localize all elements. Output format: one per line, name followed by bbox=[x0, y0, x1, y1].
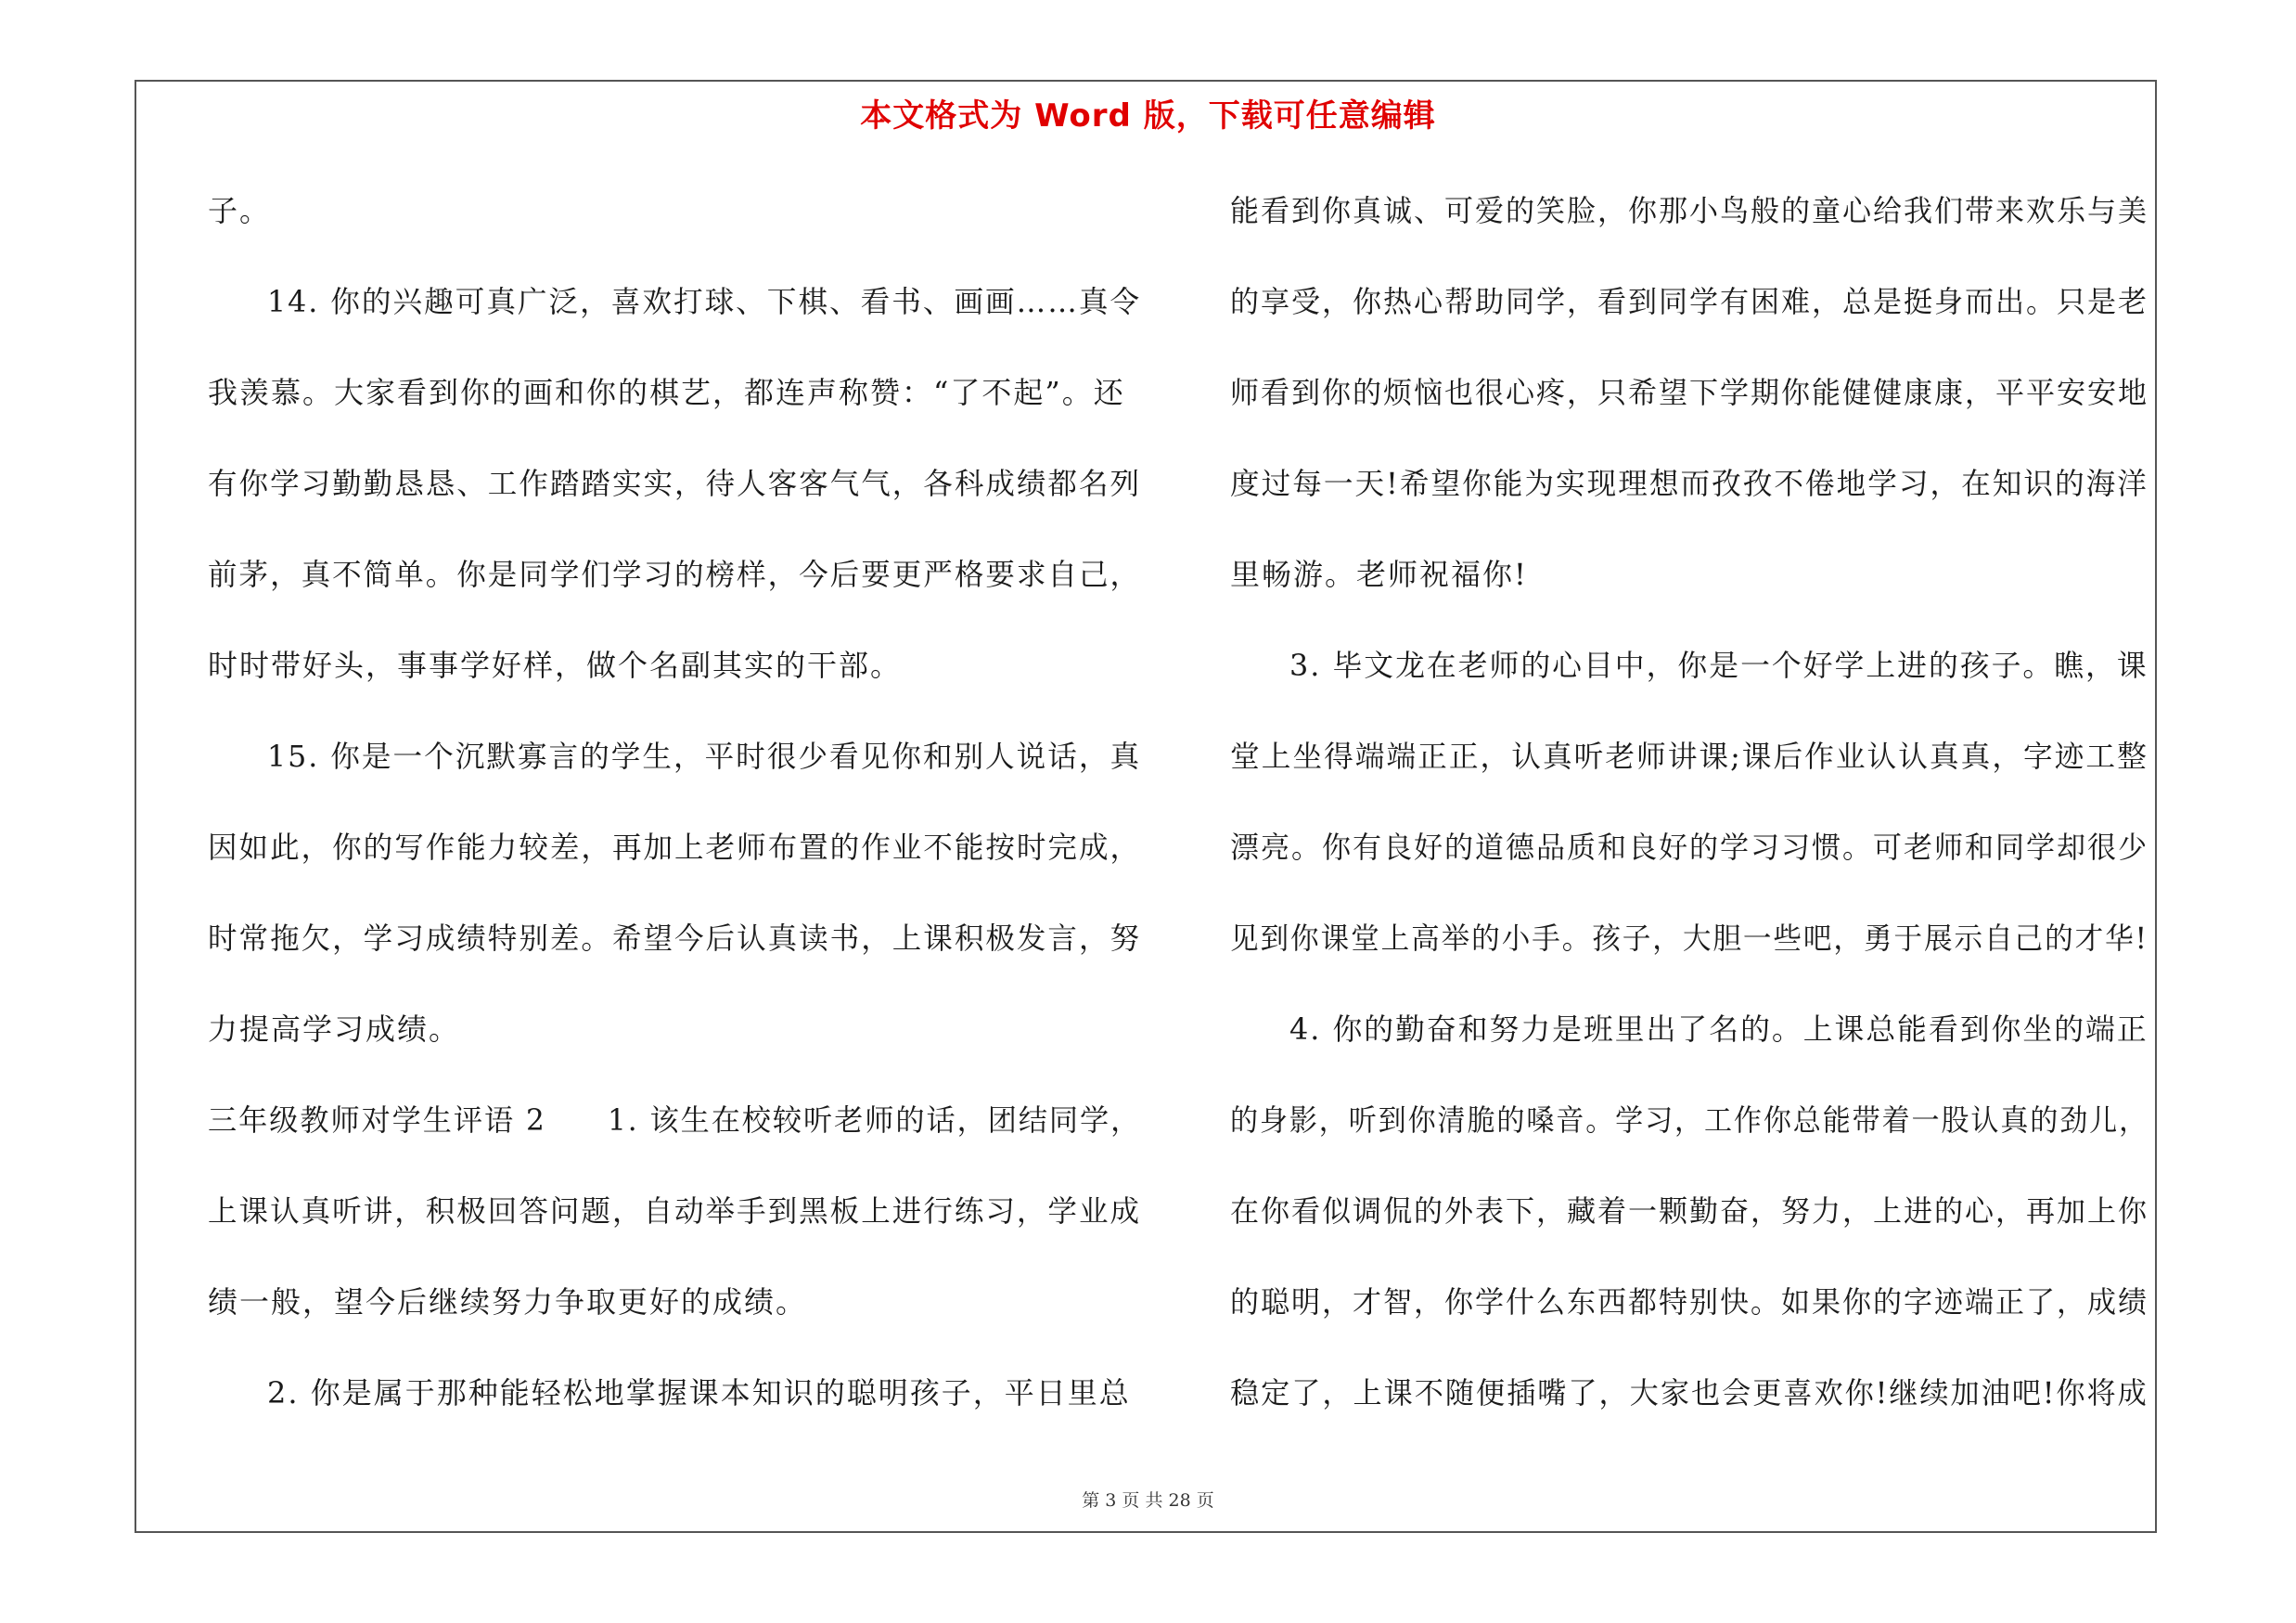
text-line: 师看到你的烦恼也很心疼，只希望下学期你能健健康康，平平安安地 bbox=[1230, 375, 2149, 410]
text-line: 的享受，你热心帮助同学，看到同学有困难，总是挺身而出。只是老 bbox=[1230, 284, 2149, 319]
text-line: 漂亮。你有良好的道德品质和良好的学习习惯。可老师和同学却很少 bbox=[1230, 830, 2149, 865]
page-number-footer: 第 3 页 共 28 页 bbox=[1082, 1490, 1214, 1511]
text-line: 因如此，你的写作能力较差，再加上老师布置的作业不能按时完成， bbox=[208, 830, 1142, 865]
text-line: 我羡慕。大家看到你的画和你的棋艺，都连声称赞：“了不起”。还 bbox=[208, 375, 1125, 410]
text-line: 上课认真听讲，积极回答问题，自动举手到黑板上进行练习，学业成 bbox=[208, 1193, 1142, 1229]
text-line: 有你学习勤勤恳恳、工作踏踏实实，待人客客气气，各科成绩都名列 bbox=[208, 466, 1142, 501]
text-line: 能看到你真诚、可爱的笑脸，你那小鸟般的童心给我们带来欢乐与美 bbox=[1230, 193, 2149, 228]
text-line: 时时带好头，事事学好样，做个名副其实的干部。 bbox=[208, 648, 903, 683]
text-line: 3. 毕文龙在老师的心目中，你是一个好学上进的孩子。瞧，课 bbox=[1289, 648, 2148, 683]
format-banner: 本文格式为 Word 版，下载可任意编辑 bbox=[860, 97, 1436, 135]
text-line: 4. 你的勤奋和努力是班里出了名的。上课总能看到你坐的端正 bbox=[1289, 1011, 2148, 1047]
text-line: 稳定了，上课不随便插嘴了，大家也会更喜欢你!继续加油吧!你将成 bbox=[1230, 1375, 2148, 1410]
text-line: 里畅游。老师祝福你! bbox=[1230, 557, 1528, 592]
section-heading-line: 三年级教师对学生评语 2 1. 该生在校较听老师的话，团结同学， bbox=[208, 1102, 1142, 1138]
text-line: 14. 你的兴趣可真广泛，喜欢打球、下棋、看书、画画……真令 bbox=[267, 284, 1142, 319]
text-line: 前茅，真不简单。你是同学们学习的榜样，今后要更严格要求自己， bbox=[208, 557, 1142, 592]
text-line: 的身影，听到你清脆的嗓音。学习，工作你总能带着一股认真的劲儿， bbox=[1230, 1102, 2149, 1138]
text-line: 绩一般，望今后继续努力争取更好的成绩。 bbox=[208, 1284, 808, 1320]
text-line: 的聪明，才智，你学什么东西都特别快。如果你的字迹端正了，成绩 bbox=[1230, 1284, 2149, 1320]
text-line: 力提高学习成绩。 bbox=[208, 1011, 461, 1047]
text-line: 度过每一天!希望你能为实现理想而孜孜不倦地学习，在知识的海洋 bbox=[1230, 466, 2148, 501]
text-line: 时常拖欠，学习成绩特别差。希望今后认真读书，上课积极发言，努 bbox=[208, 921, 1142, 956]
text-line: 15. 你是一个沉默寡言的学生，平时很少看见你和别人说话，真 bbox=[267, 739, 1142, 774]
text-line: 堂上坐得端端正正，认真听老师讲课;课后作业认认真真，字迹工整 bbox=[1230, 739, 2148, 774]
text-line: 子。 bbox=[208, 193, 272, 228]
text-line: 见到你课堂上高举的小手。孩子，大胆一些吧，勇于展示自己的才华! bbox=[1230, 921, 2148, 956]
text-line: 2. 你是属于那种能轻松地掌握课本知识的聪明孩子，平日里总 bbox=[267, 1375, 1131, 1410]
text-line: 在你看似调侃的外表下，藏着一颗勤奋，努力，上进的心，再加上你 bbox=[1230, 1193, 2149, 1229]
